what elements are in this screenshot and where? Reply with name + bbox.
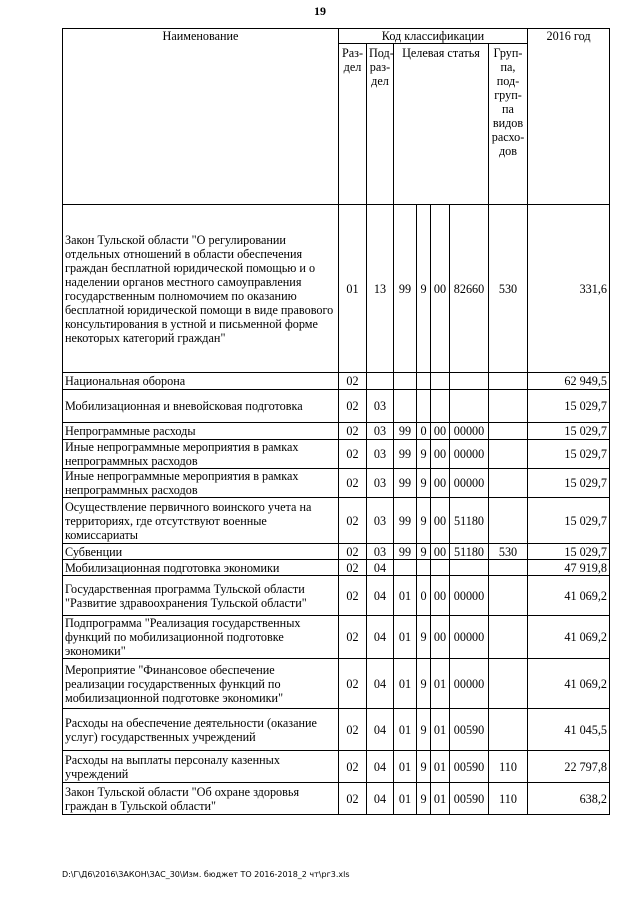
cell-cs4: 00000 <box>450 616 489 659</box>
cell-cs3 <box>431 560 450 576</box>
cell-pr: 03 <box>367 498 394 544</box>
cell-rz: 01 <box>339 205 367 373</box>
cell-cs2: 0 <box>417 576 431 616</box>
cell-cs3: 00 <box>431 440 450 469</box>
cell-name: Расходы на выплаты персоналу казенных учреждений <box>63 751 339 783</box>
cell-sum: 331,6 <box>528 205 610 373</box>
cell-cs4: 00000 <box>450 423 489 440</box>
cell-pr: 03 <box>367 544 394 560</box>
cell-cs1: 99 <box>394 469 417 498</box>
cell-pr: 04 <box>367 659 394 709</box>
budget-table <box>62 28 610 815</box>
cell-vr <box>489 390 528 423</box>
cell-cs4: 82660 <box>450 205 489 373</box>
cell-cs1: 99 <box>394 544 417 560</box>
cell-pr: 04 <box>367 576 394 616</box>
cell-cs1: 01 <box>394 659 417 709</box>
cell-sum: 15 029,7 <box>528 544 610 560</box>
cell-cs4 <box>450 390 489 423</box>
cell-name: Осуществление первичного воинского учета на территориях, где отсутствуют военные комиссариаты <box>63 498 339 544</box>
cell-cs3 <box>431 373 450 390</box>
cell-cs3: 00 <box>431 205 450 373</box>
cell-vr <box>489 423 528 440</box>
cell-rz: 02 <box>339 544 367 560</box>
table-row <box>63 544 610 560</box>
cell-cs2: 9 <box>417 751 431 783</box>
header-subsection: Под-раз-дел <box>367 44 394 205</box>
cell-rz: 02 <box>339 373 367 390</box>
cell-rz: 02 <box>339 659 367 709</box>
cell-sum: 15 029,7 <box>528 423 610 440</box>
cell-vr <box>489 560 528 576</box>
table-row <box>63 390 610 423</box>
cell-sum: 15 029,7 <box>528 498 610 544</box>
cell-rz: 02 <box>339 576 367 616</box>
cell-vr: 530 <box>489 544 528 560</box>
cell-vr <box>489 659 528 709</box>
header-code: Код классификации <box>339 29 528 44</box>
table-row <box>63 659 610 709</box>
header-target: Целевая статья <box>394 44 489 205</box>
cell-name: Государственная программа Тульской области "Развитие здравоохранения Тульской области" <box>63 576 339 616</box>
cell-cs1 <box>394 373 417 390</box>
cell-rz: 02 <box>339 390 367 423</box>
cell-cs1: 99 <box>394 498 417 544</box>
cell-cs1: 01 <box>394 576 417 616</box>
cell-cs2: 9 <box>417 498 431 544</box>
cell-sum: 15 029,7 <box>528 469 610 498</box>
cell-pr <box>367 373 394 390</box>
cell-cs3: 01 <box>431 751 450 783</box>
cell-rz: 02 <box>339 469 367 498</box>
cell-name: Иные непрограммные мероприятия в рамках непрограммных расходов <box>63 440 339 469</box>
table-row <box>63 751 610 783</box>
cell-sum: 15 029,7 <box>528 390 610 423</box>
cell-cs3 <box>431 390 450 423</box>
cell-sum: 22 797,8 <box>528 751 610 783</box>
cell-cs4: 00590 <box>450 709 489 751</box>
cell-cs3: 01 <box>431 709 450 751</box>
cell-cs3: 01 <box>431 783 450 815</box>
cell-name: Подпрограмма "Реализация государственных функций по мобилизационной подготовке экономики" <box>63 616 339 659</box>
cell-pr: 03 <box>367 440 394 469</box>
cell-pr: 13 <box>367 205 394 373</box>
table-row <box>63 440 610 469</box>
cell-pr: 04 <box>367 751 394 783</box>
cell-rz: 02 <box>339 783 367 815</box>
header-year: 2016 год <box>528 29 610 205</box>
cell-vr <box>489 709 528 751</box>
cell-cs1: 01 <box>394 783 417 815</box>
cell-pr: 03 <box>367 423 394 440</box>
cell-sum: 41 045,5 <box>528 709 610 751</box>
cell-sum: 41 069,2 <box>528 616 610 659</box>
table-row <box>63 373 610 390</box>
cell-pr: 03 <box>367 469 394 498</box>
cell-cs1: 99 <box>394 205 417 373</box>
cell-sum: 41 069,2 <box>528 659 610 709</box>
cell-vr <box>489 440 528 469</box>
cell-pr: 04 <box>367 709 394 751</box>
cell-cs2 <box>417 560 431 576</box>
file-path-footer: D:\Г\Д6\2016\ЗАКОН\ЗАС_30\Изм. бюджет ТО 2016-2018_2 чт\рг3.xls <box>62 870 350 879</box>
cell-cs2: 9 <box>417 469 431 498</box>
cell-sum: 15 029,7 <box>528 440 610 469</box>
cell-cs2: 9 <box>417 659 431 709</box>
cell-pr: 03 <box>367 390 394 423</box>
cell-sum: 41 069,2 <box>528 576 610 616</box>
header-group: Груп-па, под-груп-па видов расхо-дов <box>489 44 528 205</box>
cell-vr: 110 <box>489 783 528 815</box>
cell-cs4: 00000 <box>450 576 489 616</box>
header-row-top <box>63 29 610 44</box>
cell-vr <box>489 498 528 544</box>
cell-cs4 <box>450 373 489 390</box>
cell-vr: 530 <box>489 205 528 373</box>
cell-name: Национальная оборона <box>63 373 339 390</box>
cell-cs2: 0 <box>417 423 431 440</box>
cell-cs2: 9 <box>417 544 431 560</box>
cell-vr: 110 <box>489 751 528 783</box>
cell-name: Закон Тульской области "О регулировании отдельных отношений в области обеспечения граждан бесплатной юридической помощью и о наделении органов местного самоуправления государственным полномочием по оказанию бесплатной юридической помощи в виде правового консультирования в устной и письменной форме некоторых категорий граждан" <box>63 205 339 373</box>
cell-cs1: 01 <box>394 709 417 751</box>
cell-rz: 02 <box>339 423 367 440</box>
page-number: 19 <box>314 4 326 18</box>
cell-pr: 04 <box>367 560 394 576</box>
cell-cs4: 51180 <box>450 498 489 544</box>
cell-cs3: 00 <box>431 576 450 616</box>
cell-cs1 <box>394 390 417 423</box>
cell-cs4: 00000 <box>450 659 489 709</box>
table-row <box>63 576 610 616</box>
table-row <box>63 205 610 373</box>
header-section: Раз-дел <box>339 44 367 205</box>
cell-sum: 47 919,8 <box>528 560 610 576</box>
cell-rz: 02 <box>339 440 367 469</box>
table-row <box>63 423 610 440</box>
cell-rz: 02 <box>339 751 367 783</box>
cell-rz: 02 <box>339 498 367 544</box>
cell-cs2 <box>417 373 431 390</box>
cell-cs1: 99 <box>394 423 417 440</box>
cell-name: Иные непрограммные мероприятия в рамках непрограммных расходов <box>63 469 339 498</box>
cell-name: Закон Тульской области "Об охране здоровья граждан в Тульской области" <box>63 783 339 815</box>
cell-cs1: 99 <box>394 440 417 469</box>
cell-cs4: 00000 <box>450 440 489 469</box>
cell-cs3: 00 <box>431 469 450 498</box>
cell-cs1: 01 <box>394 751 417 783</box>
cell-name: Мероприятие "Финансовое обеспечение реализации государственных функций по мобилизационной подготовке экономики" <box>63 659 339 709</box>
cell-name: Мобилизационная и вневойсковая подготовка <box>63 390 339 423</box>
cell-sum: 62 949,5 <box>528 373 610 390</box>
cell-cs2: 9 <box>417 440 431 469</box>
cell-cs2: 9 <box>417 783 431 815</box>
cell-pr: 04 <box>367 783 394 815</box>
table-row <box>63 560 610 576</box>
cell-cs3: 00 <box>431 498 450 544</box>
table-row <box>63 783 610 815</box>
header-name: Наименование <box>63 29 339 205</box>
cell-cs1: 01 <box>394 616 417 659</box>
cell-pr: 04 <box>367 616 394 659</box>
cell-vr <box>489 469 528 498</box>
cell-rz: 02 <box>339 616 367 659</box>
cell-cs4: 00590 <box>450 783 489 815</box>
cell-cs3: 01 <box>431 659 450 709</box>
cell-name: Субвенции <box>63 544 339 560</box>
cell-rz: 02 <box>339 709 367 751</box>
cell-cs2: 9 <box>417 709 431 751</box>
cell-cs4: 00000 <box>450 469 489 498</box>
cell-vr <box>489 616 528 659</box>
cell-cs4: 00590 <box>450 751 489 783</box>
cell-vr <box>489 373 528 390</box>
cell-vr <box>489 576 528 616</box>
cell-cs4 <box>450 560 489 576</box>
cell-cs4: 51180 <box>450 544 489 560</box>
cell-cs2: 9 <box>417 205 431 373</box>
cell-cs2 <box>417 390 431 423</box>
cell-name: Мобилизационная подготовка экономики <box>63 560 339 576</box>
cell-cs1 <box>394 560 417 576</box>
cell-name: Непрограммные расходы <box>63 423 339 440</box>
table-row <box>63 498 610 544</box>
table-row <box>63 616 610 659</box>
cell-cs2: 9 <box>417 616 431 659</box>
table-row <box>63 709 610 751</box>
cell-name: Расходы на обеспечение деятельности (оказание услуг) государственных учреждений <box>63 709 339 751</box>
cell-rz: 02 <box>339 560 367 576</box>
cell-cs3: 00 <box>431 423 450 440</box>
cell-cs3: 00 <box>431 616 450 659</box>
cell-cs3: 00 <box>431 544 450 560</box>
table-row <box>63 469 610 498</box>
cell-sum: 638,2 <box>528 783 610 815</box>
